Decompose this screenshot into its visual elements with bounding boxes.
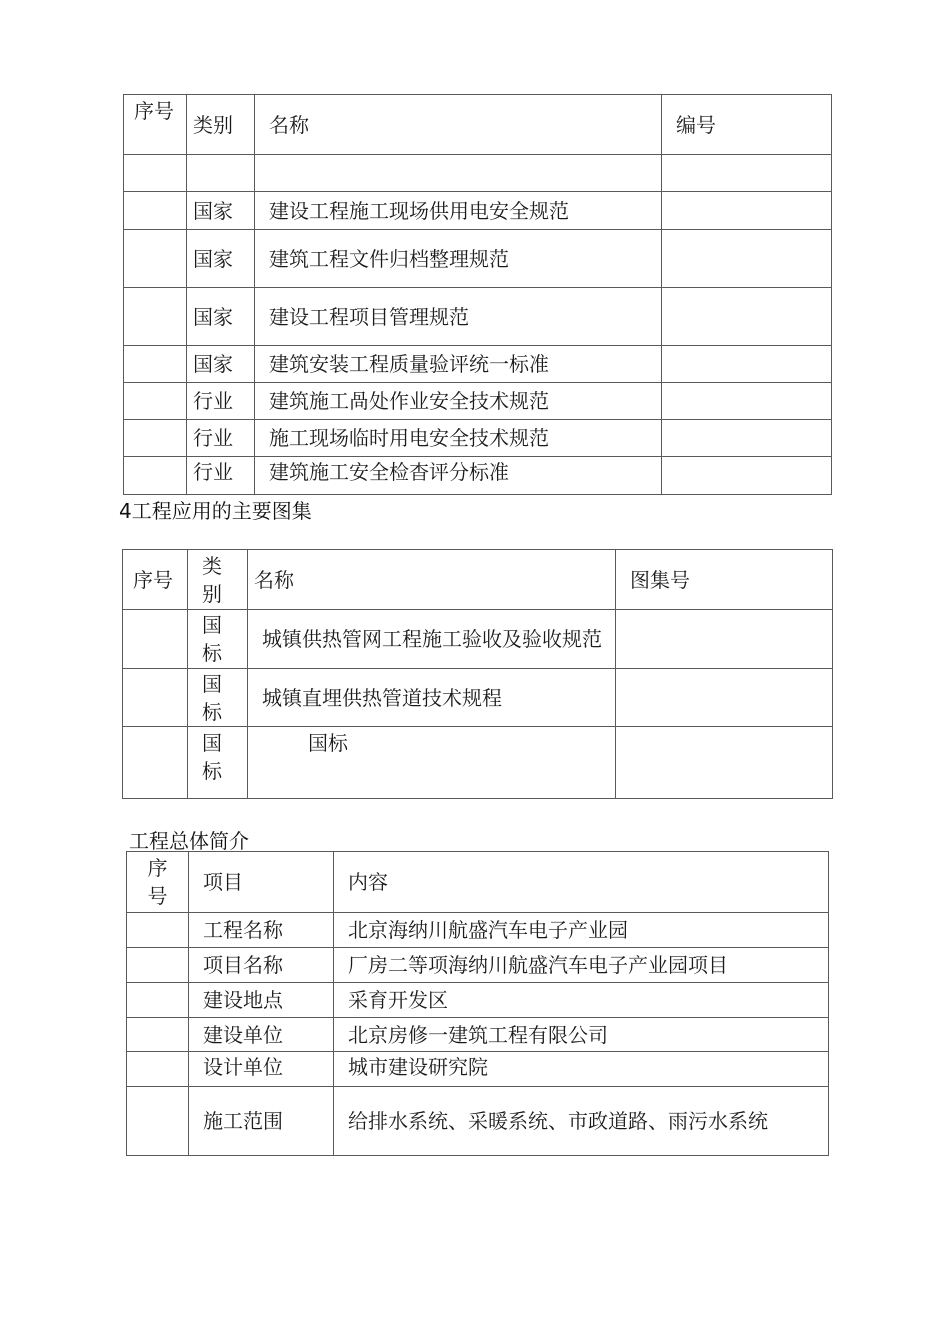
cell-atlas-no [616, 610, 833, 669]
cell-seq [124, 288, 187, 346]
cell-content: 城市建设研究院 [334, 1052, 829, 1087]
cell-item: 建设地点 [189, 983, 334, 1018]
table-row [127, 1087, 829, 1156]
cell-name: 城镇供热管网工程施工验收及验收规范 [248, 610, 616, 669]
cell-category: 行业 [187, 383, 255, 420]
cell-code [662, 457, 832, 495]
table-header-row [123, 550, 833, 610]
table-row [124, 346, 832, 383]
standards-table [123, 94, 832, 495]
table-row [124, 288, 832, 346]
header-item: 项目 [189, 852, 334, 913]
cell-content: 给排水系统、采暖系统、市政道路、雨污水系统 [334, 1087, 829, 1156]
cell-name: 建筑工程文件归档整理规范 [255, 230, 662, 288]
table-row [124, 155, 832, 192]
table-header-row [127, 852, 829, 913]
cell-item: 设计单位 [189, 1052, 334, 1087]
cell-atlas-no [616, 727, 833, 799]
cell-code [662, 288, 832, 346]
cell-seq [123, 610, 188, 669]
table-row [123, 727, 833, 799]
header-atlas-no: 图集号 [616, 550, 833, 610]
cell-category: 国标 [188, 727, 248, 799]
table-row [127, 983, 829, 1018]
table-row [127, 1018, 829, 1052]
header-name: 名称 [255, 95, 662, 155]
cell-code [662, 420, 832, 457]
cell-category: 国标 [188, 610, 248, 669]
cell-category: 行业 [187, 420, 255, 457]
cell-item: 工程名称 [189, 913, 334, 948]
table-row [124, 383, 832, 420]
section-heading-overview: 工程总体简介 [129, 829, 249, 853]
cell-category: 国家 [187, 230, 255, 288]
header-seq: 序号 [124, 95, 187, 155]
header-code: 编号 [662, 95, 832, 155]
cell-category: 行业 [187, 457, 255, 495]
header-seq: 序号 [127, 852, 189, 913]
overview-table [126, 851, 829, 1156]
table-row [127, 913, 829, 948]
cell-atlas-no [616, 669, 833, 727]
header-category: 类别 [187, 95, 255, 155]
cell-category [187, 155, 255, 192]
cell-content: 采育开发区 [334, 983, 829, 1018]
cell-code [662, 155, 832, 192]
cell-seq [124, 420, 187, 457]
cell-code [662, 230, 832, 288]
cell-category: 国家 [187, 288, 255, 346]
cell-seq [127, 1018, 189, 1052]
cell-category: 国标 [188, 669, 248, 727]
cell-item: 施工范围 [189, 1087, 334, 1156]
table-row [127, 1052, 829, 1087]
cell-seq [127, 948, 189, 983]
cell-name: 建设工程施工现场供用电安全规范 [255, 192, 662, 230]
cell-seq [124, 155, 187, 192]
table-row [127, 948, 829, 983]
cell-name: 施工现场临时用电安全技术规范 [255, 420, 662, 457]
cell-content: 厂房二等项海纳川航盛汽车电子产业园项目 [334, 948, 829, 983]
cell-seq [127, 913, 189, 948]
cell-seq [124, 346, 187, 383]
cell-content: 北京房修一建筑工程有限公司 [334, 1018, 829, 1052]
cell-seq [127, 983, 189, 1018]
cell-category: 国家 [187, 192, 255, 230]
table-header-row [124, 95, 832, 155]
cell-name: 建筑施工咼处作业安全技术规范 [255, 383, 662, 420]
cell-seq [124, 192, 187, 230]
cell-seq [127, 1087, 189, 1156]
cell-category: 国家 [187, 346, 255, 383]
header-name: 名称 [248, 550, 616, 610]
cell-code [662, 346, 832, 383]
cell-seq [123, 669, 188, 727]
cell-seq [124, 230, 187, 288]
cell-name: 城镇直埋供热管道技术规程 [248, 669, 616, 727]
header-seq: 序号 [123, 550, 188, 610]
table-row [124, 457, 832, 495]
header-content: 内容 [334, 852, 829, 913]
atlas-table [122, 549, 833, 799]
cell-name: 国标 [248, 727, 616, 799]
cell-code [662, 192, 832, 230]
cell-name: 建筑安装工程质量验评统一标准 [255, 346, 662, 383]
cell-code [662, 383, 832, 420]
cell-seq [124, 383, 187, 420]
cell-content: 北京海纳川航盛汽车电子产业园 [334, 913, 829, 948]
table-row [123, 669, 833, 727]
table-row [124, 230, 832, 288]
cell-item: 项目名称 [189, 948, 334, 983]
cell-name: 建筑施工安全检杳评分标准 [255, 457, 662, 495]
cell-seq [127, 1052, 189, 1087]
cell-item: 建设单位 [189, 1018, 334, 1052]
table-row [123, 610, 833, 669]
header-category: 类别 [188, 550, 248, 610]
table-row [124, 192, 832, 230]
cell-name [255, 155, 662, 192]
table-row [124, 420, 832, 457]
cell-name: 建设工程项目管理规范 [255, 288, 662, 346]
section-heading-atlas: 4工程应用的主要图集 [119, 499, 312, 523]
cell-seq [124, 457, 187, 495]
cell-seq [123, 727, 188, 799]
